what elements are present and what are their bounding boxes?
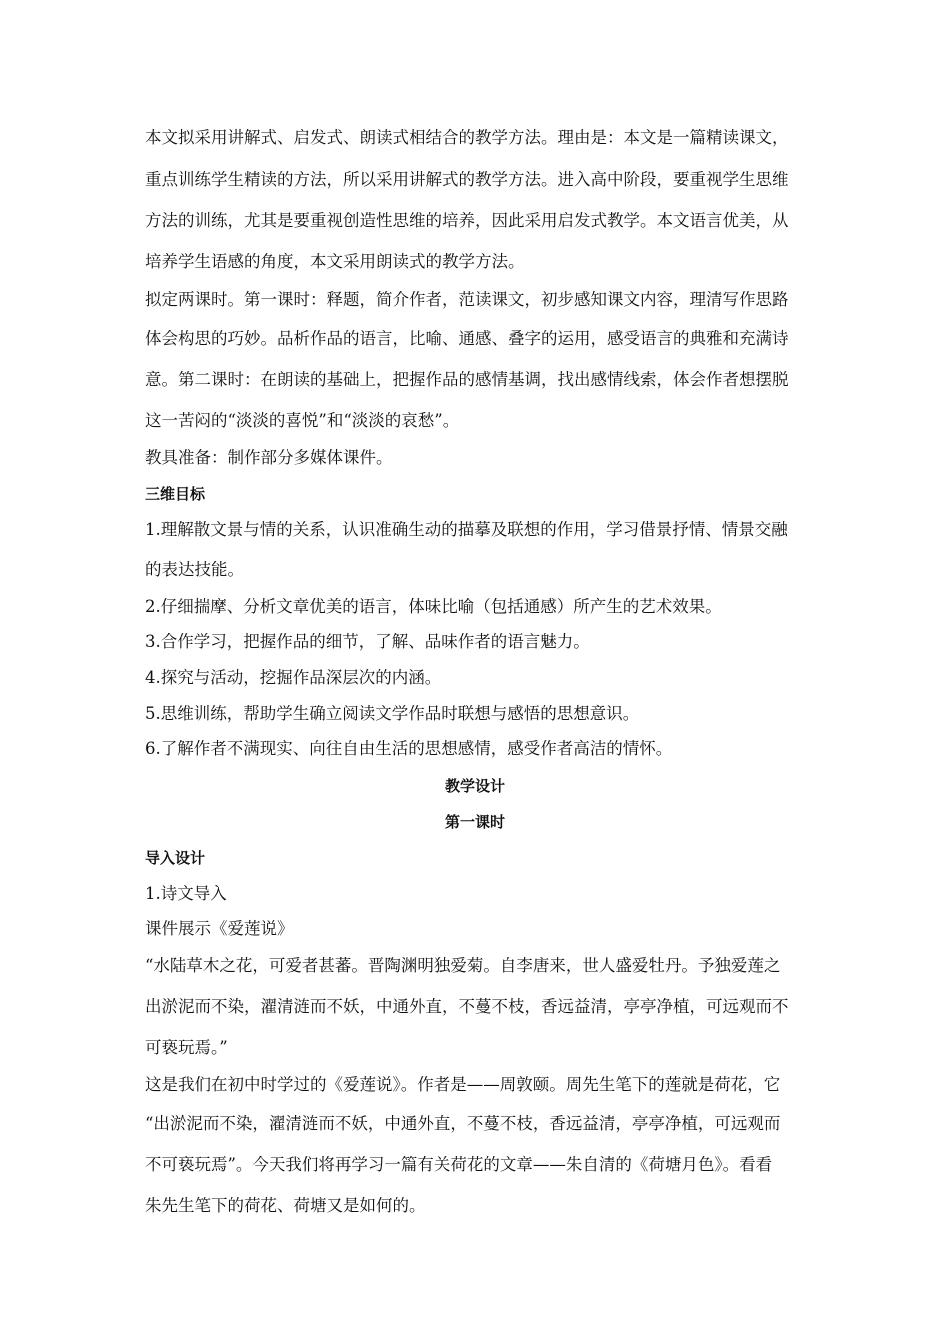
schedule-line-1: 拟定两课时。第一课时：释题，简介作者，范读课文，初步感知课文内容，理清写作思路 [145, 290, 789, 309]
goal-item: 4.探究与活动，挖掘作品深层次的内涵。 [145, 668, 442, 687]
goal-item: 6.了解作者不满现实、向往自由生活的思想感情，感受作者高洁的情怀。 [145, 739, 673, 758]
goal-item: 3.合作学习，把握作品的细节，了解、品味作者的语言魅力。 [145, 632, 590, 651]
schedule-line-3: 意。第二课时：在朗读的基础上，把握作品的感情基调，找出感情线索，体会作者想摆脱 [145, 370, 789, 389]
goal-item: 1.理解散文景与情的关系，认识准确生动的描摹及联想的作用，学习借景抒情、情景交融 [145, 520, 788, 539]
explain-line-1: 这是我们在初中时学过的《爱莲说》。作者是——周敦颐。周先生笔下的莲就是荷花，它 [145, 1075, 781, 1094]
lesson-title: 第一课时 [444, 813, 505, 831]
explain-line-4: 朱先生笔下的荷花、荷塘又是如何的。 [145, 1196, 426, 1215]
goal-item: 的表达技能。 [145, 560, 244, 579]
section-title: 教学设计 [444, 777, 505, 795]
goal-item: 5.思维训练，帮助学生确立阅读文学作品时联想与感悟的思想意识。 [145, 704, 640, 723]
quote-line-3: 可亵玩焉。” [145, 1038, 228, 1057]
courseware-line: 课件展示《爱莲说》 [145, 919, 294, 938]
intro-heading: 导入设计 [145, 849, 206, 867]
goals-heading: 三维目标 [145, 485, 206, 503]
quote-line-2: 出淤泥而不染，濯清涟而不妖，中通外直，不蔓不枝，香远益清，亭亭净植，可远观而不 [145, 997, 789, 1016]
method-line-2: 重点训练学生精读的方法，所以采用讲解式的教学方法。进入高中阶段，要重视学生思维 [145, 170, 789, 189]
schedule-line-4: 这一苦闷的“淡淡的喜悦”和“淡淡的哀愁”。 [145, 411, 460, 430]
explain-line-2: “出淤泥而不染，濯清涟而不妖，中通外直，不蔓不枝，香远益清，亭亭净植，可远观而 [145, 1114, 781, 1133]
intro-subheading: 1.诗文导入 [145, 884, 227, 903]
method-line-1: 本文拟采用讲解式、启发式、朗读式相结合的教学方法。理由是：本文是一篇精读课文， [145, 128, 789, 147]
method-line-4: 培养学生语感的角度，本文采用朗读式的教学方法。 [145, 252, 525, 271]
schedule-line-2: 体会构思的巧妙。品析作品的语言，比喻、通感、叠字的运用，感受语言的典雅和充满诗 [145, 329, 789, 348]
method-line-3: 方法的训练，尤其是要重视创造性思维的培养，因此采用启发式教学。本文语言优美，从 [145, 211, 789, 230]
quote-line-1: “水陆草木之花，可爱者甚蕃。晋陶渊明独爱菊。自李唐来，世人盛爱牡丹。予独爱莲之 [145, 956, 781, 975]
explain-line-3: 不可亵玩焉”。今天我们将再学习一篇有关荷花的文章——朱自清的《荷塘月色》。看看 [145, 1155, 773, 1174]
goal-item: 2.仔细揣摩、分析文章优美的语言，体味比喻（包括通感）所产生的艺术效果。 [145, 597, 722, 616]
tools-line: 教具准备：制作部分多媒体课件。 [145, 448, 393, 467]
